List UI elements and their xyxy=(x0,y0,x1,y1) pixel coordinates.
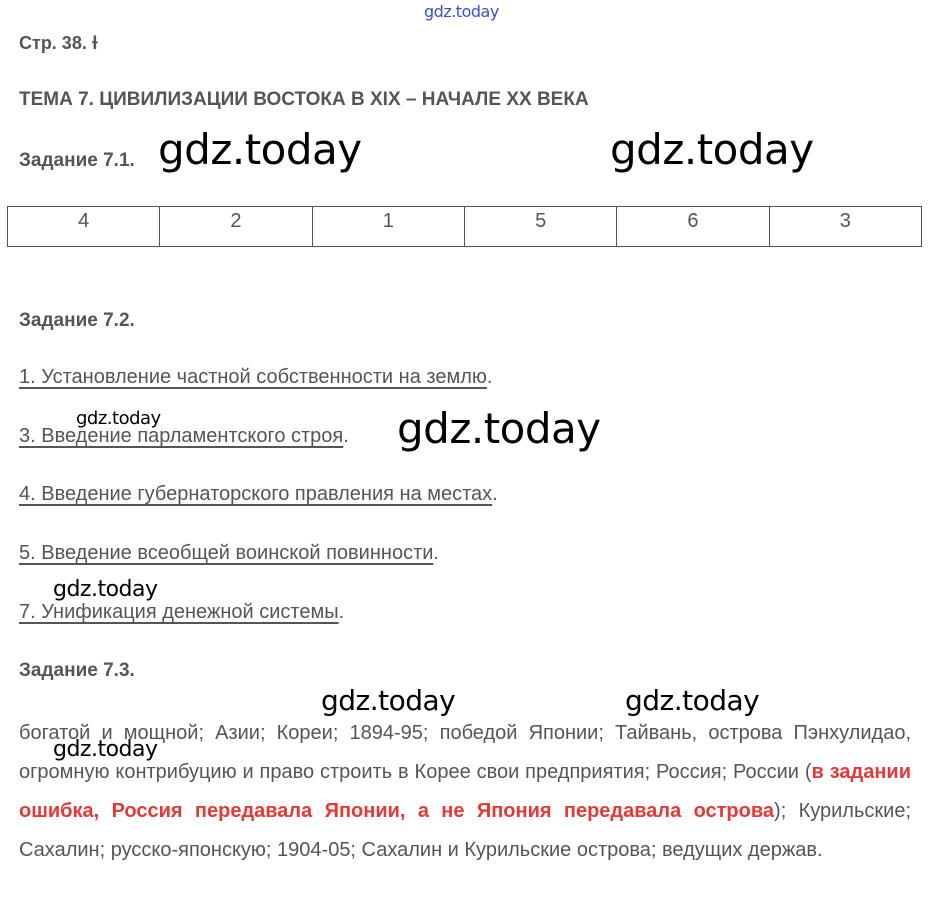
list-item-text: 5. Введение всеобщей воинской повинности xyxy=(19,542,434,564)
list-item-text: 1. Установление частной собственности на землю xyxy=(19,366,487,388)
list-item-end: . xyxy=(338,601,345,623)
answer-cell: 4 xyxy=(8,207,160,247)
list-item-end: . xyxy=(343,425,349,447)
list-item xyxy=(19,542,439,565)
answer-cell: 3 xyxy=(769,207,921,247)
answer-text-end: ); Курильские; Сахалин; русско-японскую; 1904-05; Сахалин и Курильские острова; ведущих держав. xyxy=(19,800,911,861)
watermark: gdz.today xyxy=(424,2,499,21)
list-item-end: . xyxy=(492,483,498,505)
list-item xyxy=(19,425,349,448)
answer-text: богатой и мощной; Азии; Кореи; 1894-95; победой Японии; Тайвань, острова Пэнхулидао, огромную контрибуцию и право строить в Корее свои предприятия; Россия; России ( xyxy=(19,722,911,783)
watermark: gdz.today xyxy=(158,125,362,174)
list-item-end: . xyxy=(486,366,493,388)
watermark: gdz.today xyxy=(625,684,760,717)
watermark: gdz.today xyxy=(397,404,601,453)
task-7-1-heading: Задание 7.1. xyxy=(19,150,135,171)
list-item-text: 7. Унификация денежной системы xyxy=(19,601,339,623)
answer-cell: 1 xyxy=(312,207,464,247)
list-item xyxy=(19,483,498,506)
page-label: Стр. 38. ɫ xyxy=(19,33,98,53)
error-note: в задании ошибка, Россия передавала Японии, а не Япония передавала острова xyxy=(19,761,911,822)
list-item xyxy=(19,601,344,624)
watermark: gdz.today xyxy=(53,737,158,762)
list-item-text: 3. Введение парламентского строя xyxy=(19,425,344,447)
watermark: gdz.today xyxy=(53,577,158,602)
watermark: gdz.today xyxy=(321,684,456,717)
answer-table xyxy=(7,206,922,247)
list-item xyxy=(19,366,492,389)
answer-cell: 6 xyxy=(617,207,769,247)
answer-cell: 2 xyxy=(160,207,312,247)
list-item-text: 4. Введение губернаторского правления на местах xyxy=(19,483,493,505)
topic-title: ТЕМА 7. ЦИВИЛИЗАЦИИ ВОСТОКА В XIX – НАЧАЛЕ XX ВЕКА xyxy=(19,89,589,110)
answer-cell: 5 xyxy=(464,207,616,247)
table-row xyxy=(8,207,922,247)
task-7-3-answer xyxy=(19,714,911,870)
list-item-end: . xyxy=(433,542,439,564)
watermark: gdz.today xyxy=(76,408,161,429)
task-7-2-heading: Задание 7.2. xyxy=(19,310,135,331)
watermark: gdz.today xyxy=(610,125,814,174)
task-7-3-heading: Задание 7.3. xyxy=(19,660,135,681)
